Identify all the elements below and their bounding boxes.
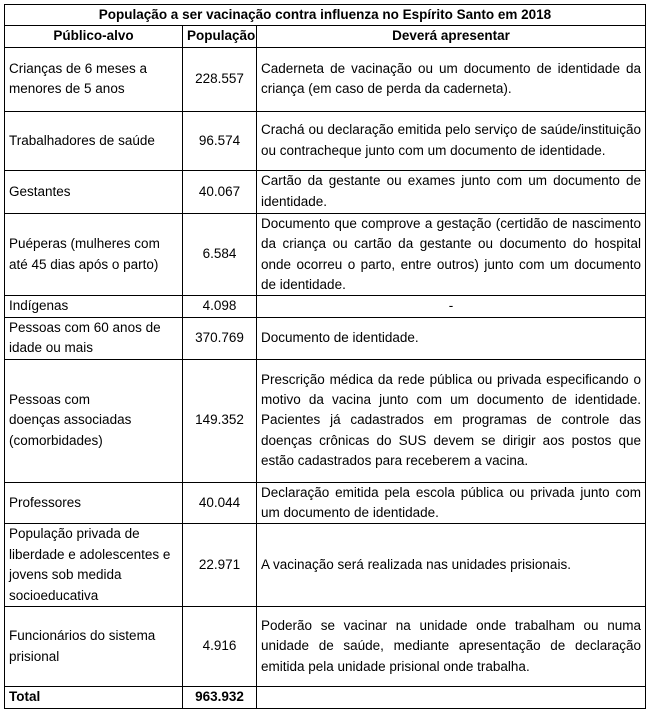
apresentar-cell: - <box>257 296 646 317</box>
title-row <box>5 5 646 26</box>
apresentar-cell: Documento que comprove a gestação (certidão de nascimento da criança ou cartão da gestante ou documento do hospital onde ocorreu o parto, entre outros) junto com um documento de identidade. <box>257 213 646 296</box>
table-row <box>5 482 646 524</box>
apresentar-cell: Documento de identidade. <box>257 317 646 359</box>
apresentar-cell: Declaração emitida pela escola pública ou privada junto com um documento de identidade. <box>257 482 646 524</box>
publico-cell: Pessoas com 60 anos de idade ou mais <box>5 317 183 359</box>
table-row <box>5 359 646 482</box>
total-value: 963.932 <box>183 687 257 708</box>
populacao-cell: 228.557 <box>183 47 257 111</box>
publico-cell: População privada de liberdade e adolescentes e jovens sob medida socioeducativa <box>5 524 183 607</box>
populacao-cell: 96.574 <box>183 111 257 170</box>
header-devera-apresentar: Deverá apresentar <box>257 26 646 47</box>
populacao-cell: 4.098 <box>183 296 257 317</box>
apresentar-cell: Caderneta de vacinação ou um documento de identidade da criança (em caso de perda da caderneta). <box>257 47 646 111</box>
table-row <box>5 111 646 170</box>
populacao-cell: 370.769 <box>183 317 257 359</box>
populacao-cell: 40.044 <box>183 482 257 524</box>
total-label: Total <box>5 687 183 708</box>
apresentar-cell: Cartão da gestante ou exames junto com um documento de identidade. <box>257 170 646 213</box>
table-row <box>5 296 646 317</box>
populacao-cell: 6.584 <box>183 213 257 296</box>
apresentar-cell: Crachá ou declaração emitida pelo serviço de saúde/instituição ou contracheque junto com um documento de identidade. <box>257 111 646 170</box>
publico-cell: Pessoas com doenças associadas (comorbidades) <box>5 359 183 482</box>
populacao-cell: 40.067 <box>183 170 257 213</box>
publico-cell: Gestantes <box>5 170 183 213</box>
publico-cell: Puéperas (mulheres com até 45 dias após o parto) <box>5 213 183 296</box>
publico-cell: Crianças de 6 meses a menores de 5 anos <box>5 47 183 111</box>
publico-cell: Professores <box>5 482 183 524</box>
publico-cell: Funcionários do sistema prisional <box>5 607 183 687</box>
table-row <box>5 213 646 296</box>
total-row <box>5 687 646 708</box>
populacao-cell: 22.971 <box>183 524 257 607</box>
total-apresentar-cell <box>257 687 646 708</box>
populacao-cell: 4.916 <box>183 607 257 687</box>
header-row <box>5 26 646 47</box>
apresentar-cell: Poderão se vacinar na unidade onde trabalham ou numa unidade de saúde, mediante apresentação de declaração emitida pela unidade prisional onde trabalha. <box>257 607 646 687</box>
publico-cell: Trabalhadores de saúde <box>5 111 183 170</box>
apresentar-cell: Prescrição médica da rede pública ou privada especificando o motivo da vacina junto com um documento de identidade. Pacientes já cadastrados em programas de controle das doenças crônicas do SUS devem se dirigir aos postos que estão cadastrados para receberem a vacina. <box>257 359 646 482</box>
vaccination-table <box>4 4 646 709</box>
table-row <box>5 170 646 213</box>
populacao-cell: 149.352 <box>183 359 257 482</box>
header-populacao: População <box>183 26 257 47</box>
apresentar-cell: A vacinação será realizada nas unidades prisionais. <box>257 524 646 607</box>
table-row <box>5 47 646 111</box>
header-publico-alvo: Público-alvo <box>5 26 183 47</box>
table-row <box>5 317 646 359</box>
table-row <box>5 524 646 607</box>
table-row <box>5 607 646 687</box>
publico-cell: Indígenas <box>5 296 183 317</box>
table-title: População a ser vacinação contra influenza no Espírito Santo em 2018 <box>5 5 646 26</box>
